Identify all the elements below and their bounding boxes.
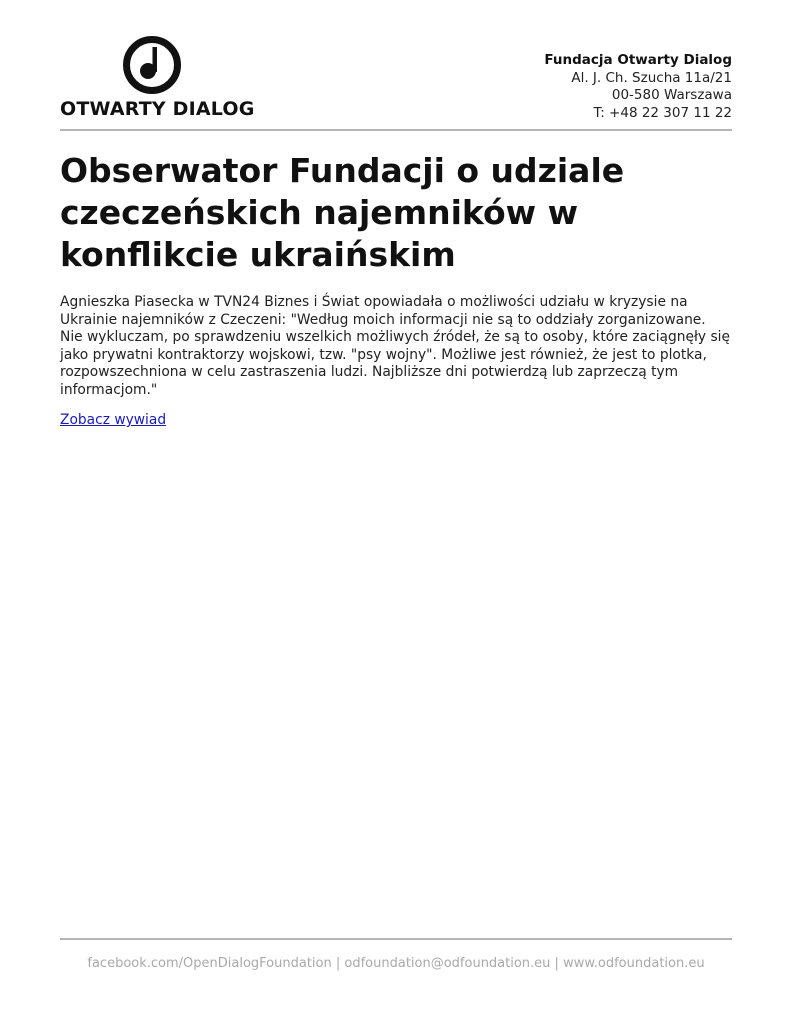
address-line: Al. J. Ch. Szucha 11a/21 [571,69,732,86]
footer-contact: facebook.com/OpenDialogFoundation | odfoundation@odfoundation.eu | www.odfoundation.eu [87,956,705,971]
foundation-logo [60,34,255,124]
logo-note-icon [121,34,183,96]
contact-block [544,52,732,122]
organization-name: Fundacja Otwarty Dialog [544,52,732,68]
footer-divider [60,938,732,940]
logo-wordmark: OTWARTY DIALOG [60,98,255,120]
phone-line: T: +48 22 307 11 22 [593,104,732,121]
article-body: Agnieszka Piasecka w TVN24 Biznes i Świat opowiadała o możliwości udziału w kryzysie na Ukrainie najemników z Czeczeni: "Według moich informacji nie są to oddziały zorganizowane. Nie wykluczam, po sprawdzeniu wszelkich możliwych źródeł, że są to osoby, które zaciągnęły się jako prywatni kontraktorzy wojskowi, tzw. "psy wojny". Możliwe jest również, że jest to plotka, rozpowszechniona w celu zastraszenia ludzi. Najbliższe dni potwierdzą lub zaprzeczą tym informacjom." [60,294,730,398]
article-title: Obserwator Fundacji o udziale czeczeńskich najemników w konflikcie ukraińskim [60,151,625,274]
interview-link[interactable]: Zobacz wywiad [60,412,167,428]
page-header [60,34,732,124]
header-divider [60,129,732,131]
city-line: 00-580 Warszawa [611,87,732,103]
